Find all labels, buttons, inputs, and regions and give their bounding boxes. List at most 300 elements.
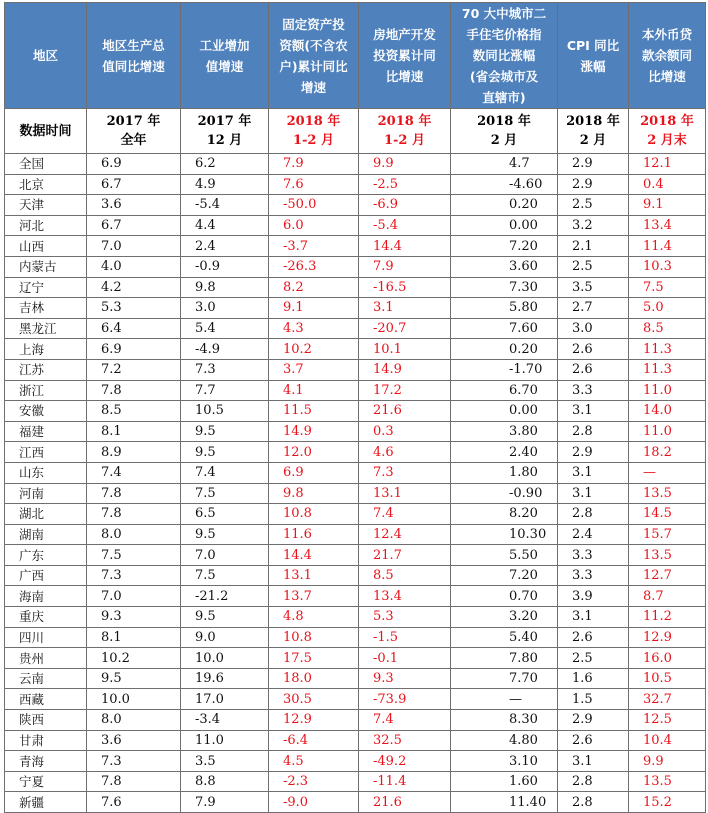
region-name: 贵州 — [5, 648, 87, 669]
gdp-growth-cell: 7.5 — [87, 545, 181, 566]
table-row — [5, 483, 706, 504]
fixed-asset-cell: 12.0 — [269, 442, 359, 463]
gdp-growth-cell: 8.9 — [87, 442, 181, 463]
housing-price-cell: 8.20 — [451, 504, 558, 525]
loan-growth-cell: 13.5 — [629, 545, 706, 566]
loan-growth-cell: 15.2 — [629, 792, 706, 813]
gdp-growth-cell: 7.4 — [87, 462, 181, 483]
industrial-growth-cell: 7.5 — [181, 565, 269, 586]
housing-price-cell: 1.80 — [451, 462, 558, 483]
fixed-asset-cell: 10.2 — [269, 339, 359, 360]
header-housing-price-index — [451, 3, 558, 109]
real-estate-cell: 7.4 — [359, 710, 451, 731]
real-estate-cell: 21.7 — [359, 545, 451, 566]
gdp-growth-cell: 7.8 — [87, 380, 181, 401]
fixed-asset-cell: 6.9 — [269, 462, 359, 483]
real-estate-cell: 4.6 — [359, 442, 451, 463]
housing-price-cell: -4.60 — [451, 174, 558, 195]
header-line: 值同比增速 — [102, 58, 165, 74]
table-row — [5, 771, 706, 792]
fixed-asset-cell: 17.5 — [269, 648, 359, 669]
loan-growth-cell: 11.0 — [629, 380, 706, 401]
industrial-growth-cell: 10.0 — [181, 648, 269, 669]
fixed-asset-cell: -6.4 — [269, 730, 359, 751]
industrial-growth-cell: -4.9 — [181, 339, 269, 360]
header-line: 地区生产总 — [102, 37, 165, 53]
fixed-asset-cell: -3.7 — [269, 236, 359, 257]
table-row — [5, 648, 706, 669]
table-row — [5, 359, 706, 380]
real-estate-cell: 9.3 — [359, 668, 451, 689]
real-estate-cell: 17.2 — [359, 380, 451, 401]
loan-growth-cell: 12.7 — [629, 565, 706, 586]
header-line: 固定资产投 — [282, 16, 345, 32]
industrial-growth-cell: 8.8 — [181, 771, 269, 792]
cpi-cell: 2.9 — [558, 442, 629, 463]
fixed-asset-cell: 10.8 — [269, 627, 359, 648]
real-estate-cell: -16.5 — [359, 277, 451, 298]
region-name: 河南 — [5, 483, 87, 504]
industrial-growth-cell: -5.4 — [181, 195, 269, 216]
housing-price-cell: 7.70 — [451, 668, 558, 689]
industrial-growth-cell: 3.5 — [181, 751, 269, 772]
loan-growth-cell: 11.3 — [629, 359, 706, 380]
cpi-cell: 2.6 — [558, 627, 629, 648]
cpi-cell: 3.1 — [558, 751, 629, 772]
header-line: 比增速 — [648, 69, 686, 84]
fixed-asset-cell: 8.2 — [269, 277, 359, 298]
fixed-asset-cell: -9.0 — [269, 792, 359, 813]
table-row — [5, 586, 706, 607]
fixed-asset-cell: -2.3 — [269, 771, 359, 792]
real-estate-cell: 7.9 — [359, 256, 451, 277]
region-name: 湖北 — [5, 504, 87, 525]
data-table-container — [4, 2, 705, 813]
industrial-growth-cell: 2.4 — [181, 236, 269, 257]
region-name: 黑龙江 — [5, 318, 87, 339]
housing-price-cell: 5.50 — [451, 545, 558, 566]
region-name: 吉林 — [5, 298, 87, 319]
gdp-growth-cell: 9.3 — [87, 607, 181, 628]
region-name: 内蒙古 — [5, 256, 87, 277]
cpi-cell: 2.6 — [558, 359, 629, 380]
fixed-asset-cell: 12.9 — [269, 710, 359, 731]
gdp-growth-cell: 4.2 — [87, 277, 181, 298]
table-row — [5, 730, 706, 751]
subheader-row — [5, 109, 706, 154]
gdp-growth-cell: 8.1 — [87, 421, 181, 442]
region-name: 江苏 — [5, 359, 87, 380]
header-line: 值增速 — [205, 58, 244, 74]
loan-growth-cell: 13.5 — [629, 483, 706, 504]
region-name: 山西 — [5, 236, 87, 257]
real-estate-cell: -6.9 — [359, 195, 451, 216]
header-line: 资额(不含农 — [279, 37, 348, 53]
table-row — [5, 668, 706, 689]
data-time-line: 2018 年 — [286, 114, 341, 129]
region-name: 青海 — [5, 751, 87, 772]
gdp-growth-cell: 7.8 — [87, 771, 181, 792]
housing-price-cell: 4.80 — [451, 730, 558, 751]
real-estate-cell: 5.3 — [359, 607, 451, 628]
fixed-asset-cell: 4.1 — [269, 380, 359, 401]
header-line: 数同比涨幅 — [472, 48, 536, 63]
data-time-line: 数据时间 — [19, 123, 72, 139]
real-estate-cell: 9.9 — [359, 154, 451, 175]
cpi-cell: 2.1 — [558, 236, 629, 257]
data-time-line: 1-2 月 — [383, 133, 425, 148]
data-time-line: 12 月 — [206, 133, 243, 148]
industrial-growth-cell: 7.3 — [181, 359, 269, 380]
real-estate-cell: 32.5 — [359, 730, 451, 751]
table-row — [5, 565, 706, 586]
industrial-growth-cell: 9.0 — [181, 627, 269, 648]
industrial-growth-cell: 9.5 — [181, 421, 269, 442]
loan-growth-cell: 9.9 — [629, 751, 706, 772]
cpi-cell: 2.9 — [558, 154, 629, 175]
housing-price-cell: 7.20 — [451, 565, 558, 586]
region-name: 安徽 — [5, 401, 87, 422]
data-time-label — [5, 109, 87, 154]
industrial-growth-cell: 17.0 — [181, 689, 269, 710]
housing-price-cell: 7.80 — [451, 648, 558, 669]
table-row — [5, 256, 706, 277]
real-estate-cell: 7.3 — [359, 462, 451, 483]
cpi-cell: 2.8 — [558, 504, 629, 525]
fixed-asset-cell: 18.0 — [269, 668, 359, 689]
loan-growth-cell: 5.0 — [629, 298, 706, 319]
header-fixed-asset-investment — [269, 3, 359, 109]
fixed-asset-cell: 30.5 — [269, 689, 359, 710]
cpi-cell: 3.5 — [558, 277, 629, 298]
region-name: 海南 — [5, 586, 87, 607]
loan-growth-cell: 12.5 — [629, 710, 706, 731]
real-estate-cell: -20.7 — [359, 318, 451, 339]
industrial-growth-cell: 5.4 — [181, 318, 269, 339]
real-estate-cell: 3.1 — [359, 298, 451, 319]
loan-growth-cell: 10.4 — [629, 730, 706, 751]
cpi-cell: 3.3 — [558, 380, 629, 401]
housing-price-cell: 3.80 — [451, 421, 558, 442]
housing-price-cell: 0.20 — [451, 339, 558, 360]
real-estate-cell: 12.4 — [359, 524, 451, 545]
cpi-cell: 2.5 — [558, 195, 629, 216]
header-loan-growth — [629, 3, 706, 109]
housing-price-cell: 0.20 — [451, 195, 558, 216]
real-estate-cell: -11.4 — [359, 771, 451, 792]
region-name: 宁夏 — [5, 771, 87, 792]
housing-price-cell: 2.40 — [451, 442, 558, 463]
real-estate-cell: 8.5 — [359, 565, 451, 586]
region-name: 浙江 — [5, 380, 87, 401]
table-row — [5, 277, 706, 298]
table-row — [5, 195, 706, 216]
industrial-growth-cell: 9.5 — [181, 524, 269, 545]
housing-price-cell: 5.40 — [451, 627, 558, 648]
loan-growth-cell: 7.5 — [629, 277, 706, 298]
header-line: 涨幅 — [580, 58, 606, 74]
table-row — [5, 751, 706, 772]
housing-price-cell: 1.60 — [451, 771, 558, 792]
header-line: 手住宅价格指 — [466, 27, 542, 42]
data-time-cell — [359, 109, 451, 154]
industrial-growth-cell: 11.0 — [181, 730, 269, 751]
real-estate-cell: 10.1 — [359, 339, 451, 360]
header-line: 70 大中城市二 — [461, 6, 547, 21]
table-row — [5, 689, 706, 710]
loan-growth-cell: 12.9 — [629, 627, 706, 648]
data-time-line: 全年 — [120, 133, 147, 148]
housing-price-cell: -1.70 — [451, 359, 558, 380]
gdp-growth-cell: 8.5 — [87, 401, 181, 422]
cpi-cell: 1.5 — [558, 689, 629, 710]
cpi-cell: 2.9 — [558, 174, 629, 195]
table-row — [5, 380, 706, 401]
gdp-growth-cell: 7.8 — [87, 504, 181, 525]
cpi-cell: 3.1 — [558, 462, 629, 483]
fixed-asset-cell: 9.8 — [269, 483, 359, 504]
industrial-growth-cell: 7.0 — [181, 545, 269, 566]
real-estate-cell: -2.5 — [359, 174, 451, 195]
industrial-growth-cell: 7.5 — [181, 483, 269, 504]
loan-growth-cell: 10.5 — [629, 668, 706, 689]
data-time-cell — [558, 109, 629, 154]
table-row — [5, 298, 706, 319]
table-row — [5, 421, 706, 442]
fixed-asset-cell: 6.0 — [269, 215, 359, 236]
data-time-cell — [629, 109, 706, 154]
gdp-growth-cell: 3.6 — [87, 730, 181, 751]
industrial-growth-cell: 10.5 — [181, 401, 269, 422]
cpi-cell: 2.8 — [558, 771, 629, 792]
industrial-growth-cell: 4.9 — [181, 174, 269, 195]
loan-growth-cell: 11.3 — [629, 339, 706, 360]
gdp-growth-cell: 8.0 — [87, 524, 181, 545]
industrial-growth-cell: -3.4 — [181, 710, 269, 731]
table-row — [5, 524, 706, 545]
table-row — [5, 792, 706, 813]
region-name: 湖南 — [5, 524, 87, 545]
cpi-cell: 3.1 — [558, 607, 629, 628]
region-name: 重庆 — [5, 607, 87, 628]
gdp-growth-cell: 4.0 — [87, 256, 181, 277]
real-estate-cell: -0.1 — [359, 648, 451, 669]
gdp-growth-cell: 6.4 — [87, 318, 181, 339]
real-estate-cell: 13.1 — [359, 483, 451, 504]
real-estate-cell: -5.4 — [359, 215, 451, 236]
region-name: 新疆 — [5, 792, 87, 813]
header-line: 比增速 — [385, 69, 424, 84]
region-name: 上海 — [5, 339, 87, 360]
region-name: 福建 — [5, 421, 87, 442]
cpi-cell: 3.0 — [558, 318, 629, 339]
gdp-growth-cell: 6.9 — [87, 339, 181, 360]
cpi-cell: 2.6 — [558, 339, 629, 360]
housing-price-cell: 0.00 — [451, 215, 558, 236]
region-name: 陕西 — [5, 710, 87, 731]
table-row — [5, 401, 706, 422]
table-row — [5, 174, 706, 195]
loan-growth-cell: 10.3 — [629, 256, 706, 277]
gdp-growth-cell: 9.5 — [87, 668, 181, 689]
fixed-asset-cell: -26.3 — [269, 256, 359, 277]
cpi-cell: 3.3 — [558, 565, 629, 586]
real-estate-cell: -73.9 — [359, 689, 451, 710]
table-row — [5, 154, 706, 175]
housing-price-cell: 7.30 — [451, 277, 558, 298]
cpi-cell: 2.4 — [558, 524, 629, 545]
housing-price-cell: 8.30 — [451, 710, 558, 731]
table-row — [5, 607, 706, 628]
real-estate-cell: 13.4 — [359, 586, 451, 607]
header-line: 投资累计同 — [373, 48, 436, 63]
cpi-cell: 2.6 — [558, 730, 629, 751]
loan-growth-cell: 12.1 — [629, 154, 706, 175]
housing-price-cell: 11.40 — [451, 792, 558, 813]
real-estate-cell: 14.4 — [359, 236, 451, 257]
cpi-cell: 3.1 — [558, 401, 629, 422]
industrial-growth-cell: 9.5 — [181, 607, 269, 628]
industrial-growth-cell: 4.4 — [181, 215, 269, 236]
cpi-cell: 2.5 — [558, 256, 629, 277]
data-time-cell — [451, 109, 558, 154]
fixed-asset-cell: 11.6 — [269, 524, 359, 545]
loan-growth-cell: 11.4 — [629, 236, 706, 257]
region-name: 云南 — [5, 668, 87, 689]
loan-growth-cell: 16.0 — [629, 648, 706, 669]
cpi-cell: 3.3 — [558, 545, 629, 566]
housing-price-cell: 10.30 — [451, 524, 558, 545]
loan-growth-cell: 13.5 — [629, 771, 706, 792]
data-time-line: 2017 年 — [106, 114, 161, 129]
industrial-growth-cell: 3.0 — [181, 298, 269, 319]
gdp-growth-cell: 7.3 — [87, 751, 181, 772]
housing-price-cell: 7.20 — [451, 236, 558, 257]
loan-growth-cell: 13.4 — [629, 215, 706, 236]
gdp-growth-cell: 5.3 — [87, 298, 181, 319]
industrial-growth-cell: 6.2 — [181, 154, 269, 175]
cpi-cell: 1.6 — [558, 668, 629, 689]
fixed-asset-cell: 14.9 — [269, 421, 359, 442]
data-time-line: 2018 年 — [477, 114, 531, 129]
region-name: 全国 — [5, 154, 87, 175]
fixed-asset-cell: 10.8 — [269, 504, 359, 525]
gdp-growth-cell: 3.6 — [87, 195, 181, 216]
header-line: 户)累计同比 — [279, 58, 348, 74]
data-time-cell — [269, 109, 359, 154]
region-name: 广东 — [5, 545, 87, 566]
loan-growth-cell: 14.5 — [629, 504, 706, 525]
loan-growth-cell: 32.7 — [629, 689, 706, 710]
fixed-asset-cell: 7.6 — [269, 174, 359, 195]
region-name: 四川 — [5, 627, 87, 648]
industrial-growth-cell: -21.2 — [181, 586, 269, 607]
gdp-growth-cell: 6.9 — [87, 154, 181, 175]
header-cpi — [558, 3, 629, 109]
cpi-cell: 3.1 — [558, 483, 629, 504]
fixed-asset-cell: 14.4 — [269, 545, 359, 566]
table-row — [5, 504, 706, 525]
gdp-growth-cell: 8.0 — [87, 710, 181, 731]
data-time-line: 2 月 — [579, 133, 607, 148]
region-name: 江西 — [5, 442, 87, 463]
gdp-growth-cell: 7.0 — [87, 586, 181, 607]
loan-growth-cell: — — [629, 462, 706, 483]
header-region — [5, 3, 87, 109]
cpi-cell: 2.8 — [558, 421, 629, 442]
industrial-growth-cell: 7.7 — [181, 380, 269, 401]
data-time-line: 2 月 — [490, 133, 518, 148]
loan-growth-cell: 11.2 — [629, 607, 706, 628]
fixed-asset-cell: 4.8 — [269, 607, 359, 628]
industrial-growth-cell: 7.4 — [181, 462, 269, 483]
header-line: CPI 同比 — [566, 37, 620, 53]
header-line: 直辖市) — [482, 90, 526, 105]
fixed-asset-cell: 11.5 — [269, 401, 359, 422]
header-line: 地区 — [32, 48, 58, 63]
table-row — [5, 318, 706, 339]
real-estate-cell: 0.3 — [359, 421, 451, 442]
data-time-line: 2018 年 — [377, 114, 432, 129]
header-line: 工业增加 — [199, 37, 250, 53]
housing-price-cell: 0.70 — [451, 586, 558, 607]
gdp-growth-cell: 10.0 — [87, 689, 181, 710]
housing-price-cell: 5.80 — [451, 298, 558, 319]
region-name: 辽宁 — [5, 277, 87, 298]
cpi-cell: 3.2 — [558, 215, 629, 236]
loan-growth-cell: 0.4 — [629, 174, 706, 195]
table-row — [5, 236, 706, 257]
table-row — [5, 215, 706, 236]
fixed-asset-cell: 4.5 — [269, 751, 359, 772]
loan-growth-cell: 15.7 — [629, 524, 706, 545]
cpi-cell: 2.9 — [558, 710, 629, 731]
header-line: (省会城市及 — [469, 69, 539, 84]
cpi-cell: 3.9 — [558, 586, 629, 607]
loan-growth-cell: 18.2 — [629, 442, 706, 463]
region-name: 山东 — [5, 462, 87, 483]
region-name: 广西 — [5, 565, 87, 586]
industrial-growth-cell: 19.6 — [181, 668, 269, 689]
fixed-asset-cell: 13.1 — [269, 565, 359, 586]
cpi-cell: 2.7 — [558, 298, 629, 319]
loan-growth-cell: 8.7 — [629, 586, 706, 607]
regional-economic-indicators-table — [4, 2, 706, 813]
data-time-line: 2 月末 — [647, 133, 687, 148]
data-time-cell — [87, 109, 181, 154]
header-row — [5, 3, 706, 109]
housing-price-cell: 3.10 — [451, 751, 558, 772]
fixed-asset-cell: 7.9 — [269, 154, 359, 175]
table-row — [5, 627, 706, 648]
real-estate-cell: -1.5 — [359, 627, 451, 648]
table-row — [5, 462, 706, 483]
housing-price-cell: 4.7 — [451, 154, 558, 175]
fixed-asset-cell: 13.7 — [269, 586, 359, 607]
loan-growth-cell: 9.1 — [629, 195, 706, 216]
region-name: 甘肃 — [5, 730, 87, 751]
region-name: 河北 — [5, 215, 87, 236]
gdp-growth-cell: 10.2 — [87, 648, 181, 669]
region-name: 西藏 — [5, 689, 87, 710]
region-name: 北京 — [5, 174, 87, 195]
fixed-asset-cell: 9.1 — [269, 298, 359, 319]
housing-price-cell: 3.20 — [451, 607, 558, 628]
industrial-growth-cell: -0.9 — [181, 256, 269, 277]
housing-price-cell: 7.60 — [451, 318, 558, 339]
real-estate-cell: 14.9 — [359, 359, 451, 380]
fixed-asset-cell: 4.3 — [269, 318, 359, 339]
